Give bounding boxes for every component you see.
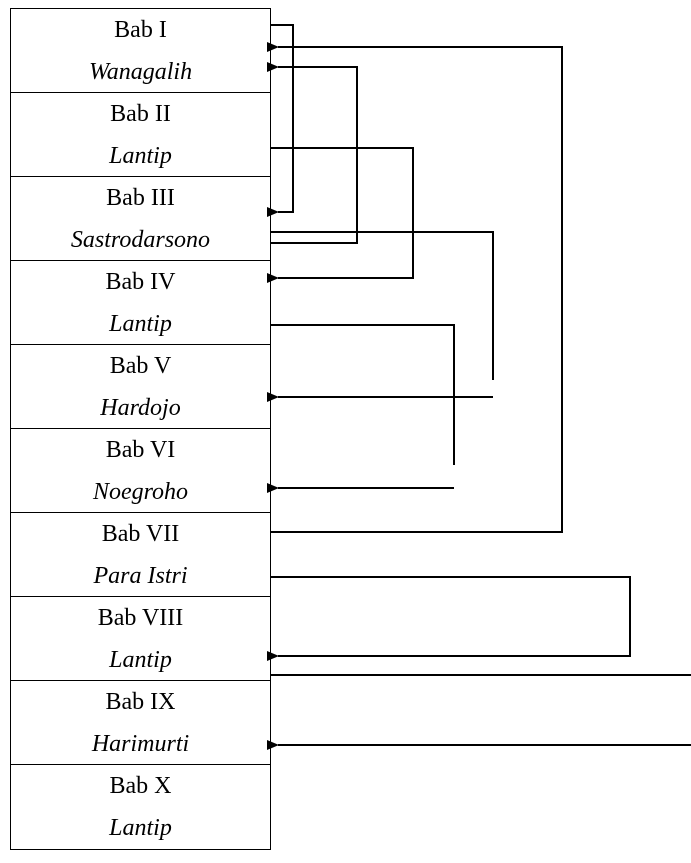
connector-bab7-to-bab8 xyxy=(270,577,630,656)
chapter-title: Bab V xyxy=(109,352,172,379)
chapter-subtitle: Harimurti xyxy=(91,730,190,757)
chapter-title: Bab VII xyxy=(101,520,180,547)
chapter-subtitle: Para Istri xyxy=(93,562,188,589)
connector-bab4-to-bab6 xyxy=(270,325,454,465)
chapter-subtitle: Sastrodarsono xyxy=(70,226,211,253)
chapter-subtitle: Noegroho xyxy=(92,478,189,505)
chapter-title: Bab II xyxy=(110,100,171,127)
chapter-subtitle: Lantip xyxy=(109,310,172,337)
chapter-title: Bab I xyxy=(114,16,167,43)
connector-bab3-to-bab5 xyxy=(270,232,493,380)
chapter-title: Bab III xyxy=(106,184,175,211)
connector-bab3-to-bab1 xyxy=(270,67,357,243)
chapter-subtitle: Lantip xyxy=(109,646,172,673)
chapter-title: Bab VI xyxy=(105,436,176,463)
chapter-subtitle: Lantip xyxy=(109,815,172,841)
chapter-subtitle: Wanagalih xyxy=(88,58,193,85)
chapter-subtitle: Hardojo xyxy=(100,394,181,421)
chapter-title: Bab VIII xyxy=(97,604,184,631)
connector-bab1-to-bab3 xyxy=(270,25,293,212)
connector-bab7-to-bab1 xyxy=(270,47,562,532)
chapter-title: Bab IV xyxy=(105,268,176,295)
chapter-title: Bab IX xyxy=(105,688,176,715)
chapter-title: Bab X xyxy=(109,773,172,799)
chapter-subtitle: Lantip xyxy=(109,142,172,169)
